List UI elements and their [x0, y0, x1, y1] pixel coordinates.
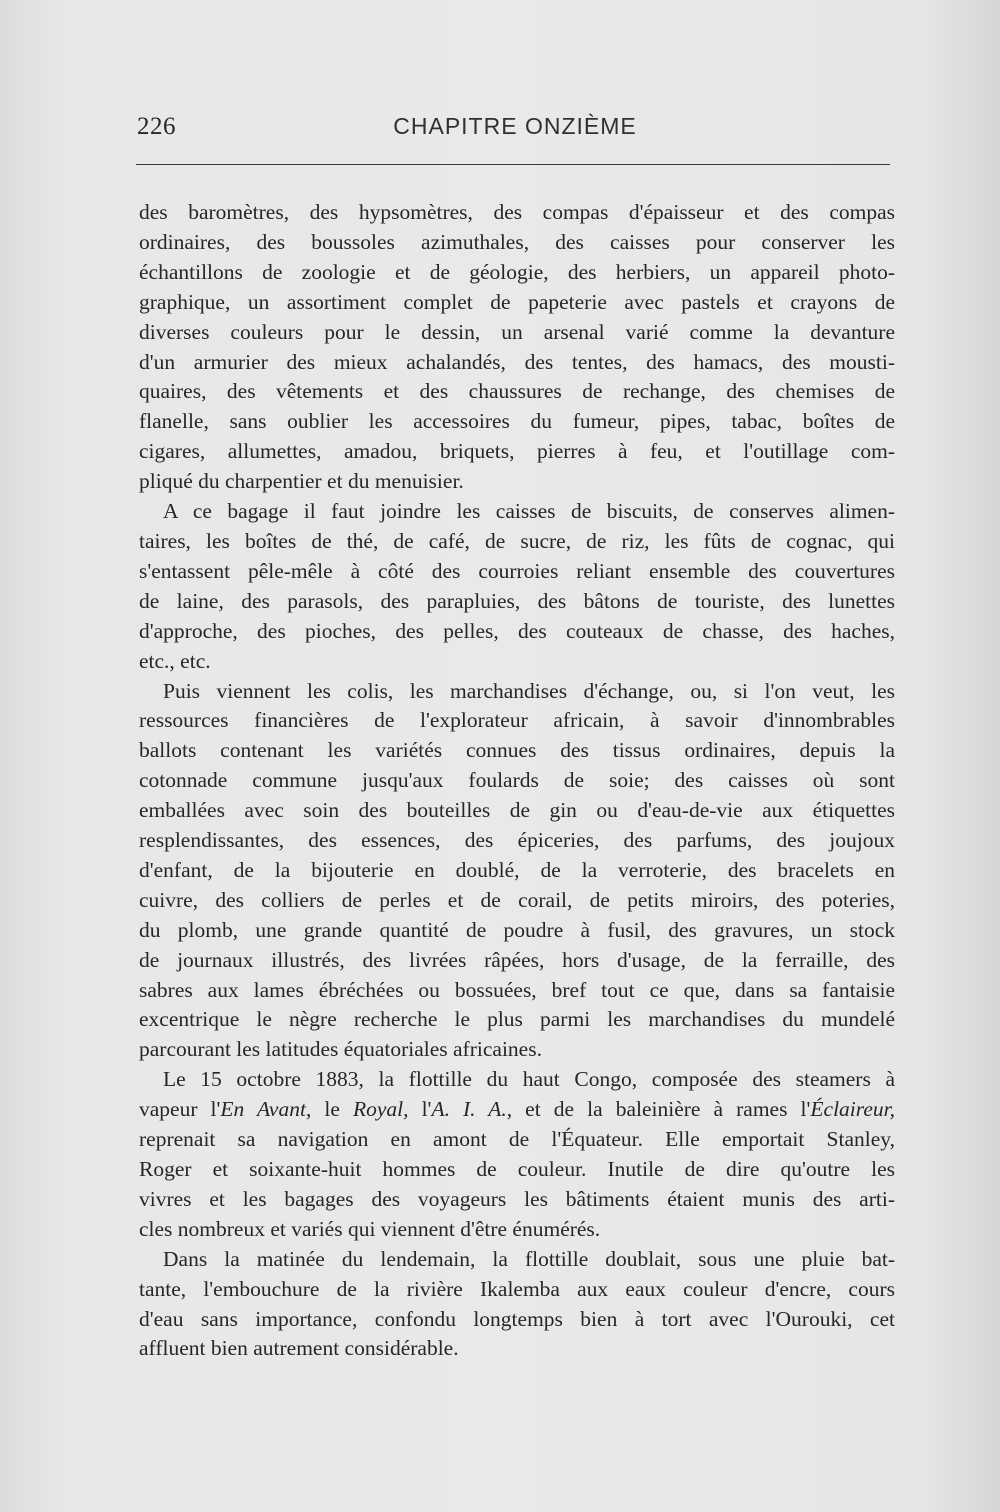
text-line: Le 15 octobre 1883, la flottille du haut Congo, composée des steamers à [163, 1067, 895, 1092]
text-line-with-ship-names [139, 1095, 895, 1125]
text-line: resplendissantes, des essences, des épiceries, des parfums, des joujoux [139, 828, 895, 853]
text-line: cotonnade commune jusqu'aux foulards de soie; des caisses où sont [139, 768, 895, 793]
paragraph-5 [139, 1245, 895, 1365]
ship-name: En Avant [220, 1097, 306, 1122]
text-line: Roger et soixante-huit hommes de couleur. Inutile de dire qu'outre les [139, 1157, 895, 1181]
text-line: échantillons de zoologie et de géologie, des herbiers, un appareil photo- [139, 259, 895, 284]
paragraph-1 [139, 198, 895, 497]
text-line: d'approche, des pioches, des pelles, des couteaux de chasse, des haches, [139, 618, 895, 643]
ship-name: A. I. A. [431, 1097, 507, 1122]
text-line: tante, l'embouchure de la rivière Ikalemba aux eaux couleur d'encre, cours [139, 1276, 895, 1301]
text-run: l' [408, 1097, 432, 1122]
text-run: , et de la baleinière à rames l' [506, 1097, 811, 1122]
page-number: 226 [137, 113, 176, 140]
paragraph-4 [139, 1065, 895, 1244]
text-line: Puis viennent les colis, les marchandises d'échange, ou, si l'on veut, les [163, 678, 895, 703]
text-line: diverses couleurs pour le dessin, un arsenal varié comme la devanture [139, 319, 895, 344]
text-line: de journaux illustrés, des livrées râpées, hors d'usage, de la ferraille, des [139, 947, 895, 972]
text-line: quaires, des vêtements et des chaussures de rechange, des chemises de [139, 379, 895, 404]
text-line: emballées avec soin des bouteilles de gin ou d'eau-de-vie aux étiquettes [139, 798, 895, 823]
text-line: excentrique le nègre recherche le plus parmi les marchandises du mundelé [139, 1007, 895, 1032]
text-line: etc., etc. [139, 648, 211, 673]
text-line: s'entassent pêle-mêle à côté des courroies reliant ensemble des couvertures [139, 558, 895, 583]
chapter-running-head: CHAPITRE ONZIÈME [393, 113, 637, 139]
text-line: reprenait sa navigation en amont de l'Équateur. Elle emportait Stanley, [139, 1127, 895, 1152]
text-line: flanelle, sans oublier les accessoires du fumeur, pipes, tabac, boîtes de [139, 409, 895, 434]
text-line: ballots contenant les variétés connues des tissus ordinaires, depuis la [139, 738, 895, 763]
text-line: cuivre, des colliers de perles et de corail, de petits miroirs, des poteries, [139, 887, 895, 912]
paragraph-2 [139, 497, 895, 676]
text-line: ressources financières de l'explorateur africain, à savoir d'innombrables [139, 708, 895, 733]
text-line: d'eau sans importance, confondu longtemps bien à tort avec l'Ourouki, cet [139, 1306, 895, 1331]
ship-name: Éclaireur, [810, 1097, 895, 1122]
text-line: taires, les boîtes de thé, de café, de sucre, de riz, les fûts de cognac, qui [139, 528, 895, 553]
text-run: , le [305, 1097, 353, 1122]
text-line: de laine, des parasols, des parapluies, des bâtons de touriste, des lunettes [139, 588, 895, 613]
ship-name: Royal, [352, 1097, 409, 1122]
text-line: sabres aux lames ébréchées ou bossuées, bref tout ce que, dans sa fantaisie [139, 977, 895, 1002]
text-line: pliqué du charpentier et du menuisier. [139, 469, 464, 494]
header-rule [136, 164, 890, 165]
text-line: vivres et les bagages des voyageurs les bâtiments étaient munis des arti- [139, 1186, 895, 1211]
text-line: affluent bien autrement considérable. [139, 1336, 459, 1361]
text-line: graphique, un assortiment complet de papeterie avec pastels et crayons de [139, 289, 895, 314]
text-line: du plomb, une grande quantité de poudre à fusil, des gravures, un stock [139, 917, 895, 942]
text-line: cigares, allumettes, amadou, briquets, pierres à feu, et l'outillage com- [139, 439, 895, 464]
text-line: d'un armurier des mieux achalandés, des tentes, des hamacs, des mousti- [139, 349, 895, 374]
text-line: parcourant les latitudes équatoriales africaines. [139, 1037, 542, 1062]
text-line: d'enfant, de la bijouterie en doublé, de la verroterie, des bracelets en [139, 857, 895, 882]
text-run: vapeur l' [139, 1097, 221, 1122]
paragraph-3 [139, 677, 895, 1066]
text-line: cles nombreux et variés qui viennent d'être énumérés. [139, 1216, 601, 1241]
text-line: Dans la matinée du lendemain, la flottille doublait, sous une pluie bat- [163, 1246, 895, 1271]
body-text [139, 198, 895, 1364]
text-line: des baromètres, des hypsomètres, des compas d'épaisseur et des compas [139, 200, 895, 224]
text-line: ordinaires, des boussoles azimuthales, des caisses pour conserver les [139, 229, 895, 254]
text-line: A ce bagage il faut joindre les caisses de biscuits, de conserves alimen- [163, 499, 895, 524]
